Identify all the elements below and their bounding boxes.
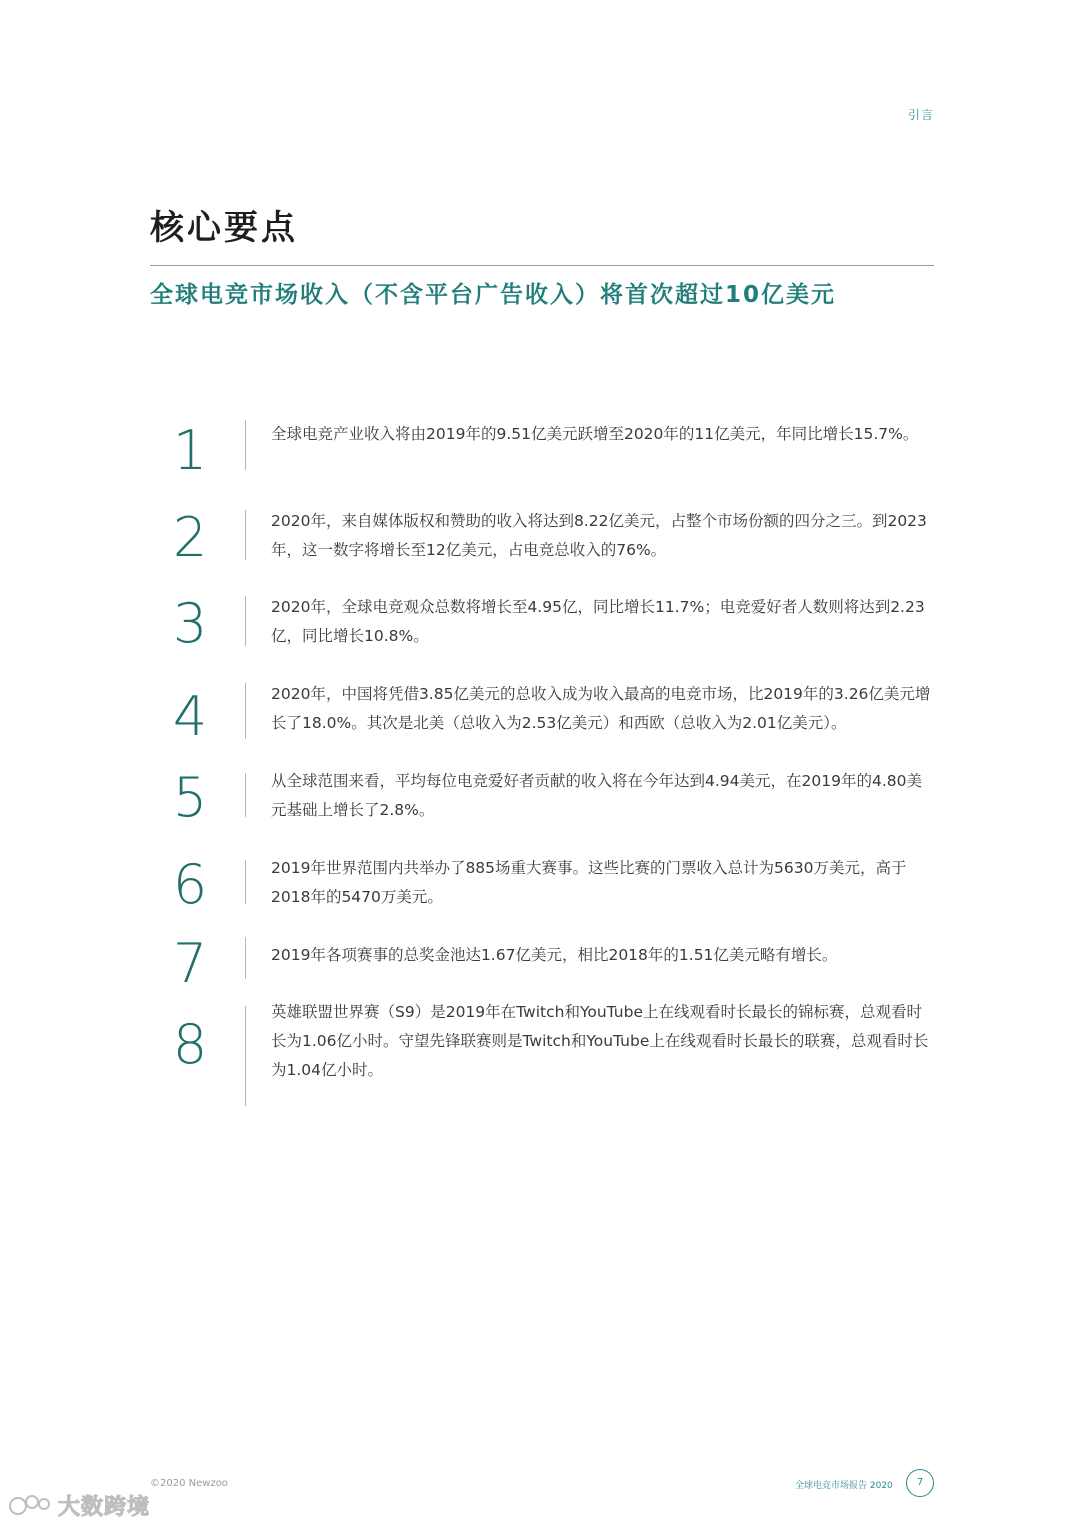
- footer-report-name: 全球电竞市场报告 2020: [795, 1481, 893, 1491]
- key-point-8: [150, 998, 940, 1106]
- key-point-3: [150, 592, 940, 655]
- key-point-7: [150, 932, 940, 995]
- point-text: 2020年，来自媒体版权和赞助的收入将达到8.22亿美元，占整个市场份额的四分之三。到2023年，这一数字将增长至12亿美元，占电竞总收入的76%。: [271, 512, 927, 559]
- key-point-2: [150, 506, 940, 569]
- point-text: 2019年各项赛事的总奖金池达1.67亿美元，相比2018年的1.51亿美元略有增长。: [271, 946, 838, 964]
- point-text: 英雄联盟世界赛（S9）是2019年在Twitch和YouTube上在线观看时长最长的锦标赛，总观看时长为1.06亿小时。守望先锋联赛则是Twitch和YouTube上在线观看时长最长的联赛，总观看时长为1.04亿小时。: [271, 1003, 929, 1079]
- point-divider: [245, 1006, 246, 1106]
- point-number: 8: [172, 1013, 208, 1076]
- point-number: 5: [172, 766, 208, 829]
- point-divider: [245, 596, 246, 646]
- point-text: 从全球范围来看，平均每位电竞爱好者贡献的收入将在今年达到4.94美元，在2019年的4.80美元基础上增长了2.8%。: [271, 772, 922, 819]
- key-point-5: [150, 766, 940, 829]
- point-divider: [245, 510, 246, 560]
- point-text: 全球电竞产业收入将由2019年的9.51亿美元跃增至2020年的11亿美元，年同比增长15.7%。: [271, 425, 919, 443]
- point-number: 3: [172, 592, 208, 655]
- point-divider: [245, 773, 246, 817]
- logo-icon: [8, 1492, 52, 1520]
- page-number: 7: [906, 1469, 934, 1497]
- point-divider: [245, 860, 246, 904]
- section-tag: 引言: [907, 108, 934, 122]
- point-text: 2020年，全球电竞观众总数将增长至4.95亿，同比增长11.7%；电竞爱好者人数则将达到2.23亿，同比增长10.8%。: [271, 598, 925, 645]
- watermark-text: 大数跨境: [58, 1495, 151, 1520]
- key-point-1: [150, 419, 940, 482]
- point-divider: [245, 683, 246, 739]
- point-number: 1: [172, 419, 208, 482]
- page-subtitle: 全球电竞市场收入（不含平台广告收入）将首次超过10亿美元: [150, 282, 837, 308]
- point-text: 2020年，中国将凭借3.85亿美元的总收入成为收入最高的电竞市场，比2019年的3.26亿美元增长了18.0%。其次是北美（总收入为2.53亿美元）和西欧（总收入为2.01亿美元）。: [271, 685, 931, 732]
- title-divider: [150, 265, 934, 266]
- point-divider: [245, 937, 246, 979]
- key-point-4: [150, 680, 940, 748]
- page-title: 核心要点: [150, 208, 298, 248]
- point-text: 2019年世界范围内共举办了885场重大赛事。这些比赛的门票收入总计为5630万美元，高于2018年的5470万美元。: [271, 859, 907, 906]
- footer-copyright: ©2020 Newzoo: [150, 1478, 228, 1489]
- point-divider: [245, 420, 246, 470]
- point-number: 6: [172, 853, 208, 916]
- point-number: 4: [172, 685, 208, 748]
- point-number: 7: [172, 932, 208, 995]
- point-number: 2: [172, 506, 208, 569]
- key-point-6: [150, 853, 940, 916]
- watermark: [8, 1490, 150, 1521]
